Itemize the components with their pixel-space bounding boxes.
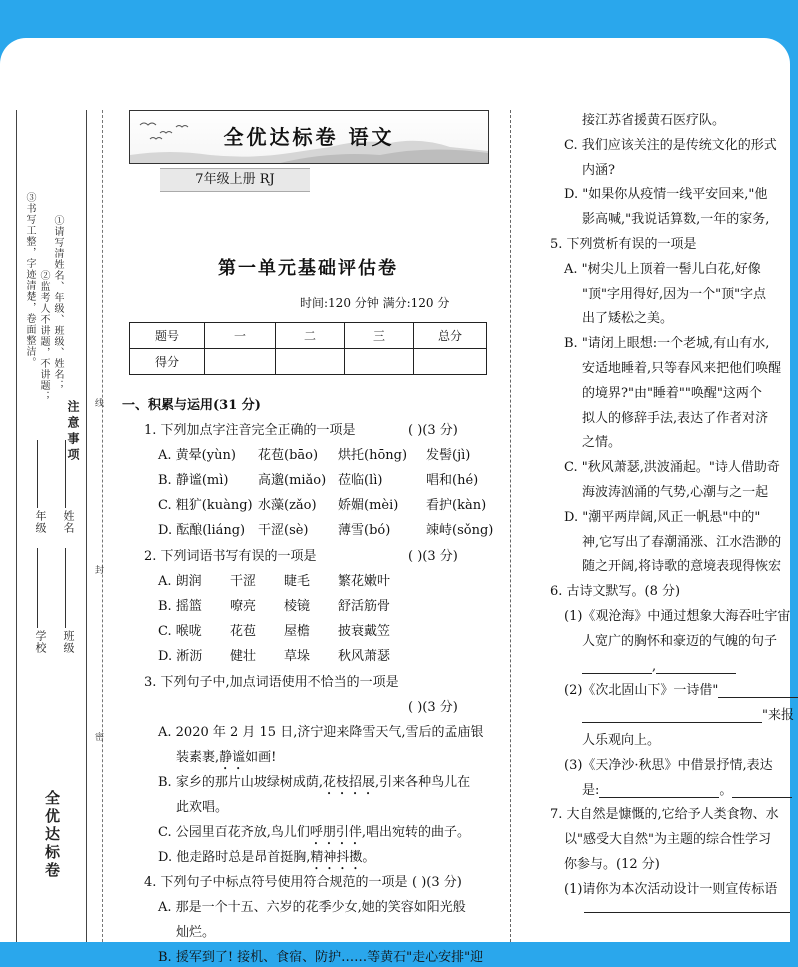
q4-option-a-line1[interactable]: A. 那是一个十五、六岁的花季少女,她的笑容如阳光般 <box>158 900 466 915</box>
right-line: 神,它写出了春潮涌涨、江水浩渺的 <box>582 534 782 550</box>
text-run: D. 他走路时总是昂首挺胸, <box>158 850 311 865</box>
q6-3-prompt: (3)《天净沙·秋思》中借景抒情,表达 <box>564 757 773 773</box>
right-line: (1)请你为本次活动设计一则宣传标语 <box>564 881 778 897</box>
blank-line[interactable] <box>656 659 736 674</box>
seal-word-line: 线 <box>93 398 103 407</box>
score-header-cell: 三 <box>345 323 414 349</box>
right-line: 出了矮松之美。 <box>582 311 674 327</box>
q2-option-a-4: 繁花嫩叶 <box>338 574 391 589</box>
class-label: 班级 <box>62 630 75 654</box>
class-field[interactable] <box>65 548 66 628</box>
q2-option-d-1[interactable]: D. 淅沥 <box>158 649 203 664</box>
text-run: ,唱出宛转的曲子。 <box>361 825 471 840</box>
binding-line-inner <box>86 110 87 942</box>
q1-option-a-4: 发髻(jì) <box>426 448 471 463</box>
q4-option-b-line1[interactable]: B. 援军到了! 接机、食宿、防护……等黄石"走心安排"迎 <box>158 950 484 965</box>
dotted-word: 呼朋引伴 <box>309 825 362 840</box>
score-table <box>129 322 487 375</box>
answer-slot-4[interactable]: ( )(3 分) <box>412 875 462 890</box>
name-label: 姓名 <box>62 510 75 534</box>
q6-1-answer <box>582 658 736 676</box>
q7-answer-line[interactable] <box>584 912 790 913</box>
answer-slot-1[interactable]: ( )(3 分) <box>408 423 458 438</box>
exam-paper <box>0 110 794 965</box>
blank-line[interactable] <box>582 659 652 674</box>
question-4: 4. 下列句子中标点符号使用符合规范的一项是 <box>144 875 408 890</box>
score-header-cell: 题号 <box>130 323 205 349</box>
right-line: D. "如果你从疫情一线平安回来,"他 <box>564 187 768 203</box>
text-run: (2)《次北固山下》一诗借" <box>564 683 719 699</box>
text-run: C. 公园里百花齐放,鸟儿们 <box>158 825 310 840</box>
q2-option-c-3: 屋檐 <box>284 624 311 639</box>
q6-2-end <box>582 732 660 750</box>
grade-field[interactable] <box>37 440 38 508</box>
time-score-info: 时间:120 分钟 满分:120 分 <box>300 296 450 310</box>
notice-title: 注意事项 <box>66 400 80 464</box>
q1-option-c-3: 娇媚(mèi) <box>338 498 399 513</box>
right-column <box>548 110 794 942</box>
right-line: 内涵? <box>582 162 615 178</box>
right-line: D. "潮平两岸阔,风正一帆悬"中的" <box>564 509 761 525</box>
text-run: B. 家乡的那片山坡绿树成荫, <box>158 775 323 790</box>
unit-title: 第一单元基础评估卷 <box>218 258 398 279</box>
right-line: 以"感受大自然"为主题的综合性学习 <box>564 832 771 848</box>
score-header-cell: 一 <box>205 323 276 349</box>
q2-option-d-3: 草垛 <box>284 649 311 664</box>
seal-word-seal: 封 <box>93 565 103 574</box>
q3-option-b-line1[interactable] <box>158 774 470 798</box>
q1-option-a-2: 花苞(bāo) <box>258 448 319 463</box>
notice-1: ①请写清姓名、年级、班级、姓名； <box>52 215 63 391</box>
column-separator <box>510 110 511 942</box>
school-field[interactable] <box>37 548 38 628</box>
dotted-word: 花枝招展 <box>322 775 375 790</box>
q1-option-b-1[interactable]: B. 静谧(mì) <box>158 473 229 488</box>
right-line: (1)《观沧海》中通过想象大海吞吐宇宙 <box>564 609 791 624</box>
score-cell[interactable] <box>276 349 345 375</box>
q2-option-d-2: 健壮 <box>230 649 257 664</box>
q2-option-c-2: 花苞 <box>230 624 257 639</box>
q1-option-b-4: 唱和(hé) <box>426 473 479 488</box>
q1-options <box>158 447 498 547</box>
right-line: 人宽广的胸怀和豪迈的气魄的句子 <box>582 633 778 649</box>
name-field[interactable] <box>65 440 66 508</box>
score-cell[interactable] <box>205 349 276 375</box>
right-line: C. "秋风萧瑟,洪波涌起。"诗人借助奇 <box>564 460 780 476</box>
right-line: 海波涛汹涌的气势,心潮与之一起 <box>582 485 769 500</box>
grade-label: 年级 <box>34 510 47 534</box>
score-header-cell: 总分 <box>414 323 487 349</box>
q2-options <box>158 573 498 673</box>
blank-separator: , <box>652 658 657 674</box>
right-line: 6. 古诗文默写。(8 分) <box>550 584 681 600</box>
right-line: 拟人的修辞手法,表达了作者对济 <box>582 410 769 426</box>
notice-3: ③书写工整，字迹清楚，卷面整洁。 <box>24 192 35 368</box>
q2-option-b-1[interactable]: B. 摇篮 <box>158 599 202 614</box>
right-line: 5. 下列赏析有误的一项是 <box>550 237 697 252</box>
seal-word-secret: 密 <box>93 732 103 741</box>
q3-option-a-line1[interactable]: A. 2020 年 2 月 15 日,济宁迎来降雪天气,雪后的孟庙银 <box>158 725 484 740</box>
school-label: 学校 <box>34 630 47 654</box>
question-3: 3. 下列句子中,加点词语使用不恰当的一项是 <box>144 675 399 690</box>
blank-line[interactable] <box>718 683 798 698</box>
right-line: C. 我们应该关注的是传统文化的形式 <box>564 137 777 153</box>
text-run: 如画! <box>245 750 277 765</box>
question-1: 1. 下列加点字注音完全正确的一项是 <box>144 423 356 438</box>
q2-option-c-4: 披衰戴笠 <box>338 624 391 639</box>
q4-option-a-line2: 灿烂。 <box>176 925 216 940</box>
q6-2-answer <box>582 707 794 725</box>
right-line: 的境界?"由"睡着""唤醒"这两个 <box>582 385 762 401</box>
right-line: 随之开阔,将诗歌的意境表现得恢宏 <box>582 559 782 575</box>
answer-slot-2[interactable]: ( )(3 分) <box>408 549 458 564</box>
header-box <box>129 110 489 164</box>
dotted-word: 精神抖擞 <box>310 850 363 865</box>
cut-line <box>102 110 103 942</box>
right-line: 安适地睡着,只等春风来把他们唤醒 <box>582 361 782 376</box>
q1-option-d-1[interactable]: D. 酝酿(liáng) <box>158 523 246 538</box>
score-header-cell: 二 <box>276 323 345 349</box>
q1-option-d-4: 竦峙(sǒng) <box>426 523 494 538</box>
q1-option-b-3: 莅临(lì) <box>338 473 383 488</box>
right-line: 之情。 <box>582 435 622 451</box>
blank-line[interactable] <box>732 783 792 798</box>
section-heading: 一、积累与运用(31 分) <box>122 398 261 413</box>
text-run: 人乐观向上。 <box>582 733 661 748</box>
right-line: 接江苏省援黄石医疗队。 <box>582 113 726 128</box>
q3-option-a-line2 <box>176 749 276 773</box>
q1-option-c-2: 水藻(zǎo) <box>258 498 317 513</box>
q2-option-a-3: 睫毛 <box>284 574 311 589</box>
blank-line[interactable] <box>582 708 762 723</box>
q1-option-c-4: 看护(kàn) <box>426 498 487 513</box>
q6-3-answer <box>582 782 792 800</box>
q2-option-a-1[interactable]: A. 朗润 <box>158 574 202 589</box>
q1-option-d-2: 干涩(sè) <box>258 523 309 538</box>
side-brand: 全优达标卷 <box>43 790 61 880</box>
notice-2: ②监考人不讲题，不讲题； <box>38 270 49 402</box>
q2-option-c-1[interactable]: C. 喉咙 <box>158 624 202 639</box>
dotted-word: 静谧 <box>219 750 246 765</box>
binding-strip <box>16 110 102 942</box>
text-run: "来报 <box>762 708 794 724</box>
q2-option-a-2: 干涩 <box>230 574 257 589</box>
q2-option-b-3: 棱镜 <box>284 599 311 614</box>
question-2: 2. 下列词语书写有误的一项是 <box>144 549 317 564</box>
q3-option-d[interactable] <box>158 849 375 873</box>
right-line: 你参与。(12 分) <box>564 857 660 872</box>
text-run: 是: <box>582 782 600 798</box>
score-cell[interactable] <box>414 349 487 375</box>
right-line: 7. 大自然是慷慨的,它给予人类食物、水 <box>550 807 779 823</box>
q3-option-b-line2: 此欢唱。 <box>176 800 229 815</box>
q2-option-b-2: 嘹亮 <box>230 599 257 614</box>
right-line: B. "请闭上眼想:一个老城,有山有水, <box>564 336 770 352</box>
grade-subtitle: 7年级上册 RJ <box>160 168 310 192</box>
page-frame <box>0 38 794 965</box>
binding-line-outer <box>16 110 17 942</box>
text-run: 。 <box>362 850 376 865</box>
q2-option-b-4: 舒活筋骨 <box>338 599 391 614</box>
text-run: ,引来各种鸟儿在 <box>374 775 471 790</box>
score-row-label: 得分 <box>130 349 205 375</box>
right-line: "顶"字用得好,因为一个"顶"字点 <box>582 286 767 302</box>
blank-separator: 。 <box>719 782 733 798</box>
q3-option-c[interactable] <box>158 824 470 848</box>
score-table-score-row <box>130 349 487 375</box>
score-cell[interactable] <box>345 349 414 375</box>
text-run: 装素裹, <box>176 750 220 765</box>
blank-line[interactable] <box>599 783 719 798</box>
right-line: 影高喊,"我说话算数,一年的家务, <box>582 212 770 228</box>
q6-2-prompt <box>564 682 798 700</box>
q1-option-c-1[interactable]: C. 粗犷(kuàng) <box>158 498 253 513</box>
score-table-header-row <box>130 323 487 349</box>
q1-option-a-1[interactable]: A. 黄晕(yùn) <box>158 448 236 463</box>
q1-option-b-2: 高邈(miǎo) <box>258 473 327 488</box>
right-line: A. "树尖儿上顶着一髻儿白花,好像 <box>564 261 761 277</box>
q1-option-d-3: 薄雪(bó) <box>338 523 391 538</box>
answer-slot-3[interactable]: ( )(3 分) <box>408 700 458 715</box>
brand-title: 全优达标卷 语文 <box>223 125 395 149</box>
q1-option-a-3: 烘托(hōng) <box>338 448 408 463</box>
q2-option-d-4: 秋风萧瑟 <box>338 649 391 664</box>
